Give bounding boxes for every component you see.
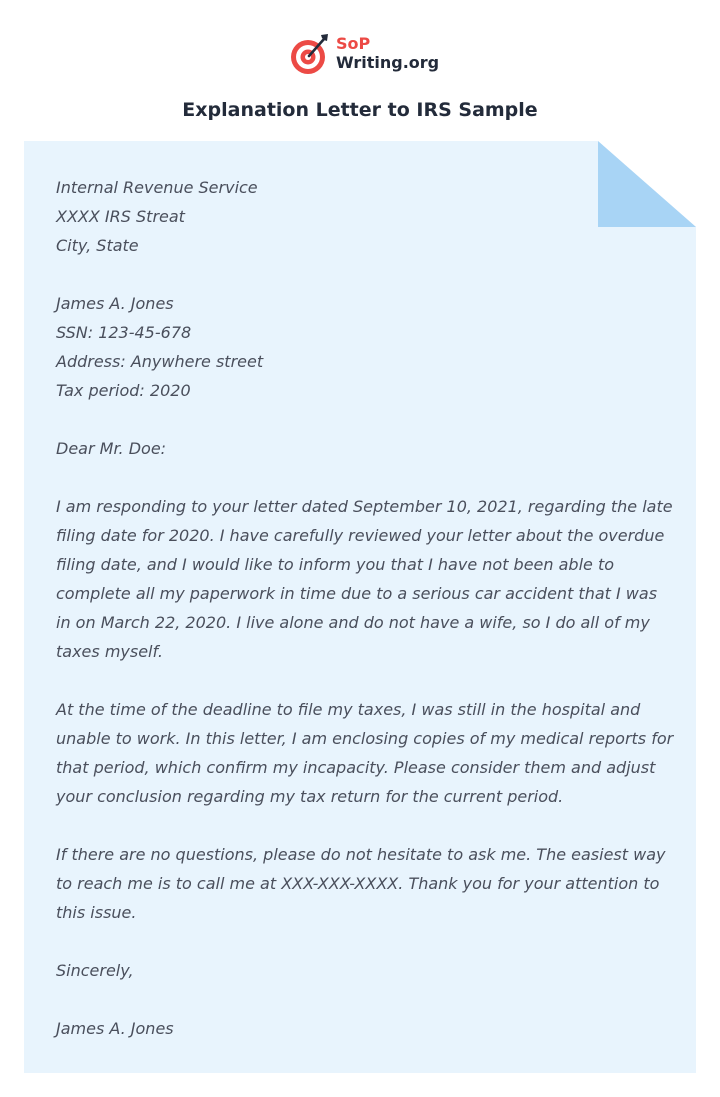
letter-paragraph: If there are no questions, please do not hesitate to ask me. The easiest way to reach me is to call me at XXX-XXX-XXXX. Thank you for your attention to this issue.: [56, 845, 666, 922]
logo-line-writing: Writing.org: [336, 53, 440, 72]
sender-name: James A. Jones: [56, 294, 174, 313]
logo-line-sop: SoP: [336, 34, 371, 53]
site-logo[interactable]: [290, 30, 439, 76]
logo-wordmark: [336, 34, 439, 72]
letter-paragraph: At the time of the deadline to file my taxes, I was still in the hospital and unable to work. In this letter, I am enclosing copies of my medical reports for that period, which confirm my incapacity. Please consider them and adjust your conclusion regarding my tax return for the current period.: [56, 700, 674, 806]
target-arrow-icon: [290, 31, 330, 75]
recipient-line: City, State: [56, 236, 139, 255]
sender-tax-period: Tax period: 2020: [56, 381, 191, 400]
recipient-line: XXXX IRS Streat: [56, 207, 185, 226]
recipient-line: Internal Revenue Service: [56, 178, 258, 197]
sender-ssn: SSN: 123-45-678: [56, 323, 192, 342]
greeting: Dear Mr. Doe:: [56, 439, 167, 458]
letter-sheet: [24, 141, 696, 1073]
signature: James A. Jones: [56, 1019, 174, 1038]
page-title: Explanation Letter to IRS Sample: [182, 99, 538, 121]
letter-paragraph: I am responding to your letter dated September 10, 2021, regarding the late filing date for 2020. I have carefully reviewed your letter about the overdue filing date, and I would like to inform you that I have not been able to complete all my paperwork in time due to a serious car accident that I was in on March 22, 2020. I live alone and do not have a wife, so I do all of my taxes myself.: [56, 497, 673, 661]
sender-address: Address: Anywhere street: [56, 352, 264, 371]
recipient-block: [56, 173, 676, 260]
letter-body: [56, 173, 676, 1043]
closing: Sincerely,: [56, 961, 134, 980]
sender-block: [56, 289, 676, 405]
